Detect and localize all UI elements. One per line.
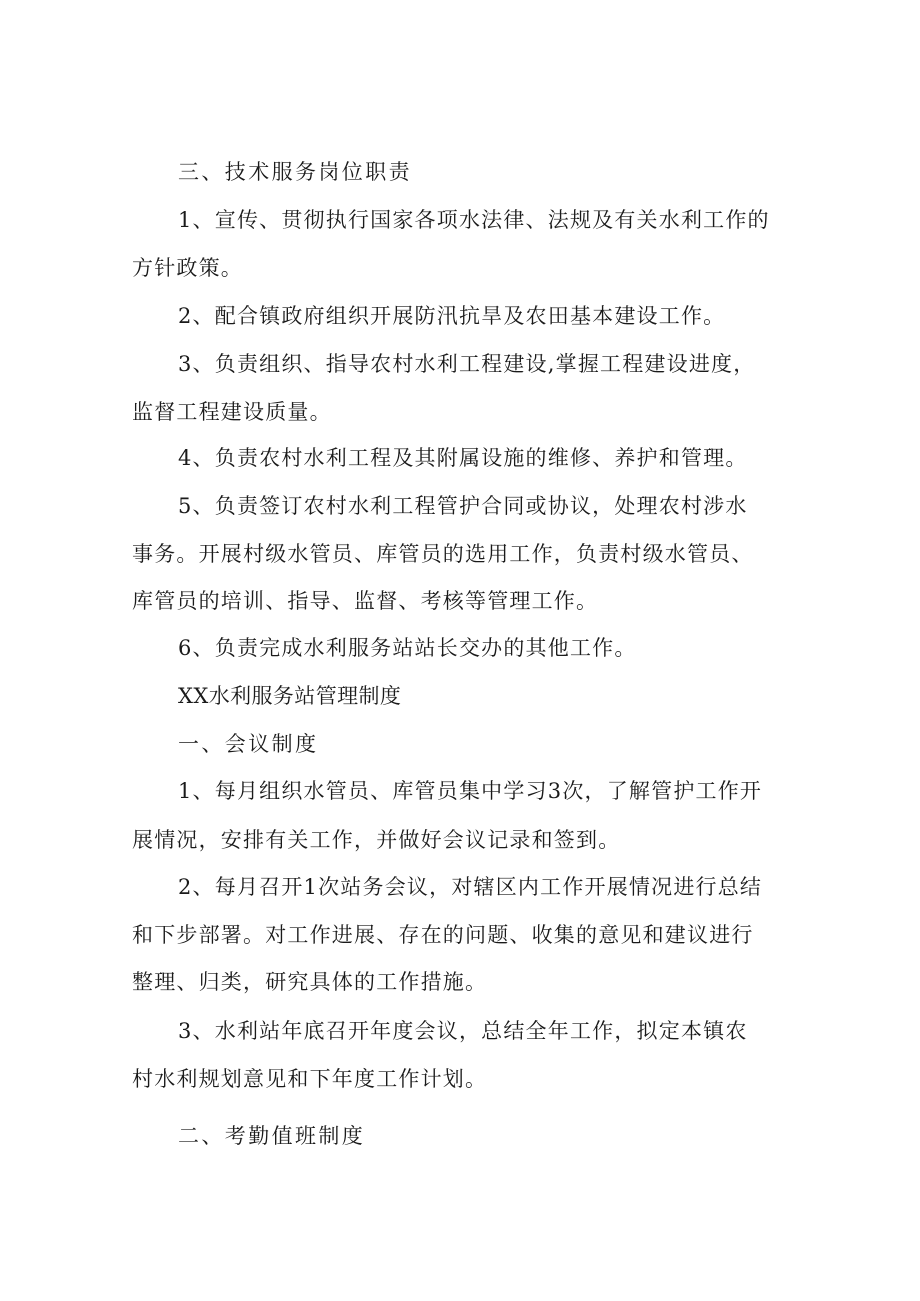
paragraph-line: 6、负责完成水利服务站站长交办的其他工作。: [178, 636, 637, 660]
paragraph-line: 监督工程建设质量。: [132, 400, 332, 424]
paragraph-line: 事务。开展村级水管员、库管员的选用工作，负责村级水管员、: [132, 542, 754, 566]
paragraph-line: 4、负责农村水利工程及其附属设施的维修、养护和管理。: [178, 446, 748, 470]
paragraph-line: 1、宣传、贯彻执行国家各项水法律、法规及有关水利工作的: [178, 208, 770, 232]
paragraph-line: 2、每月召开1次站务会议，对辖区内工作开展情况进行总结: [178, 875, 763, 899]
paragraph-line: 5、负责签订农村水利工程管护合同或协议，处理农村涉水: [178, 494, 748, 518]
paragraph-line: 和下步部署。对工作进展、存在的问题、收集的意见和建议进行: [132, 923, 754, 947]
section-heading-meeting: 一、会议制度: [178, 732, 319, 756]
paragraph-line: 库管员的培训、指导、监督、考核等管理工作。: [132, 589, 599, 613]
paragraph-line: 2、配合镇政府组织开展防汛抗旱及农田基本建设工作。: [178, 304, 726, 328]
paragraph-line: 村水利规划意见和下年度工作计划。: [132, 1067, 488, 1091]
document-title: XX水利服务站管理制度: [178, 684, 402, 708]
section-heading-attendance: 二、考勤值班制度: [178, 1124, 366, 1148]
section-heading-technical-service: 三、技术服务岗位职责: [178, 160, 412, 184]
paragraph-line: 3、负责组织、指导农村水利工程建设,掌握工程建设进度，: [178, 352, 756, 376]
paragraph-line: 展情况，安排有关工作，并做好会议记录和签到。: [132, 828, 621, 852]
paragraph-line: 整理、归类，研究具体的工作措施。: [132, 970, 488, 994]
paragraph-line: 方针政策。: [132, 256, 243, 280]
paragraph-line: 3、水利站年底召开年度会议，总结全年工作，拟定本镇农: [178, 1019, 748, 1043]
paragraph-line: 1、每月组织水管员、库管员集中学习3次，了解管护工作开: [178, 779, 763, 803]
